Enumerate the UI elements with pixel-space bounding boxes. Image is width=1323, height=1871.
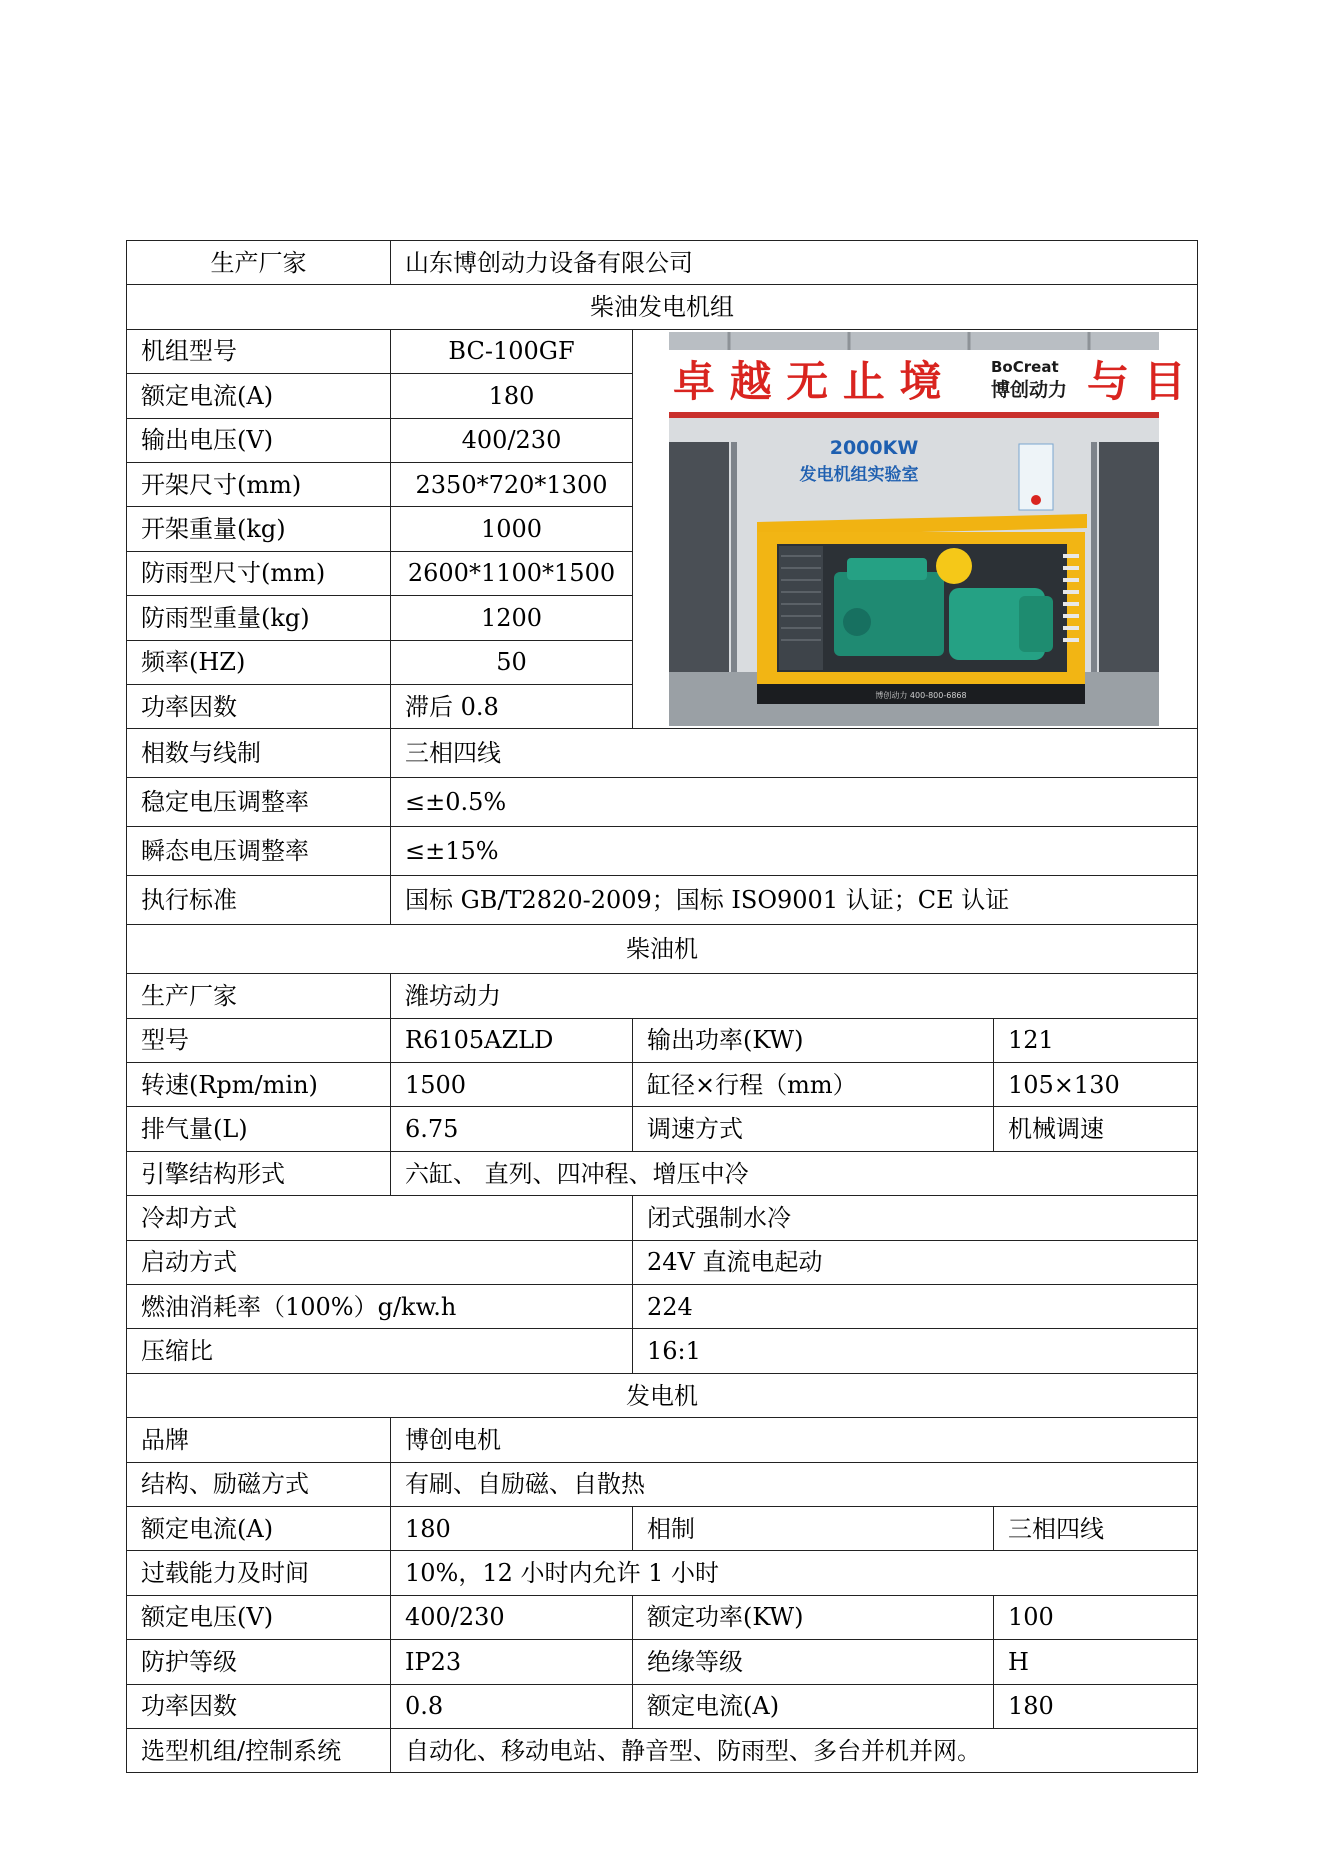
spec-label: 生产厂家 [127,974,391,1018]
banner-brand-cn: 博创动力 [991,378,1068,401]
banner-brand-en: BoCreat [991,357,1059,376]
lab-sign-title: 发电机组实验室 [799,464,919,485]
alternator-quad-row [127,1684,1198,1728]
engine-quad-row [127,1063,1198,1107]
spec-value: 自动化、移动电站、静音型、防雨型、多台并机并网。 [391,1728,1198,1772]
engine-structure-row [127,1151,1198,1195]
spec-value: 2350*720*1300 [391,462,633,506]
spec-label: 缸径×行程（mm） [633,1063,994,1107]
spec-value: 1000 [391,507,633,551]
engine-quad-row [127,1018,1198,1062]
spec-label: 冷却方式 [127,1196,633,1240]
spec-label: 相数与线制 [127,729,391,778]
spec-value: 180 [994,1684,1198,1728]
manufacturer-value: 山东博创动力设备有限公司 [391,241,1198,285]
spec-value: 400/230 [391,418,633,462]
spec-value: 三相四线 [994,1506,1198,1550]
spec-label: 转速(Rpm/min) [127,1063,391,1107]
spec-value: 10%，12 小时内允许 1 小时 [391,1551,1198,1595]
alternator-quad-row [127,1640,1198,1684]
engine-half-row [127,1196,1198,1240]
spec-value: 滞后 0.8 [391,684,633,728]
engine-half-row [127,1285,1198,1329]
alternator-quad-row [127,1595,1198,1639]
section-title-alternator: 发电机 [127,1373,1198,1417]
spec-label: 稳定电压调整率 [127,778,391,827]
spec-label: 瞬态电压调整率 [127,827,391,876]
spec-label: 引擎结构形式 [127,1151,391,1195]
spec-value: 博创电机 [391,1418,1198,1462]
genset-photo-image [669,332,1186,726]
spec-value: 16:1 [633,1329,1198,1373]
spec-label: 额定功率(KW) [633,1595,994,1639]
spec-value: H [994,1640,1198,1684]
genset-wide-row [127,827,1198,876]
genset-wide-row [127,778,1198,827]
spec-label: 品牌 [127,1418,391,1462]
spec-value: 105×130 [994,1063,1198,1107]
spec-value: 121 [994,1018,1198,1062]
spec-label: 防雨型重量(kg) [127,596,391,640]
spec-value: 潍坊动力 [391,974,1198,1018]
section-title-genset: 柴油发电机组 [127,285,1198,329]
manufacturer-label: 生产厂家 [127,241,391,285]
section-engine [127,925,1198,974]
spec-value: 闭式强制水冷 [633,1196,1198,1240]
genset-photo [669,332,1186,726]
spec-label: 绝缘等级 [633,1640,994,1684]
spec-label: 调速方式 [633,1107,994,1151]
spec-value: 机械调速 [994,1107,1198,1151]
spec-label: 输出功率(KW) [633,1018,994,1062]
spec-label: 结构、励磁方式 [127,1462,391,1506]
spec-value: R6105AZLD [391,1018,633,1062]
spec-value: ≤±15% [391,827,1198,876]
spec-label: 压缩比 [127,1329,633,1373]
spec-value: 6.75 [391,1107,633,1151]
banner-slogan: 卓 越 无 止 境 [673,356,942,406]
genset-plate-text: 博创动力 400-800-6868 [875,690,967,700]
section-alternator [127,1373,1198,1417]
engine-quad-row [127,1107,1198,1151]
alternator-options-row [127,1728,1198,1772]
spec-value: 180 [391,1506,633,1550]
manufacturer-row [127,241,1198,285]
spec-label: 频率(HZ) [127,640,391,684]
spec-label: 防护等级 [127,1640,391,1684]
banner-tail: 与 目 [1087,356,1186,406]
alternator-excitation-row [127,1462,1198,1506]
genset-photo-cell [633,329,1198,729]
spec-label: 开架尺寸(mm) [127,462,391,506]
engine-half-row [127,1329,1198,1373]
spec-value: 224 [633,1285,1198,1329]
engine-maker-row [127,974,1198,1018]
spec-label: 燃油消耗率（100%）g/kw.h [127,1285,633,1329]
spec-value: ≤±0.5% [391,778,1198,827]
spec-label: 额定电流(A) [127,374,391,418]
alternator-overload-row [127,1551,1198,1595]
spec-label: 机组型号 [127,329,391,373]
spec-label: 开架重量(kg) [127,507,391,551]
genset-wide-row [127,876,1198,925]
spec-label: 额定电流(A) [633,1684,994,1728]
alternator-quad-row [127,1506,1198,1550]
spec-label: 防雨型尺寸(mm) [127,551,391,595]
spec-label: 执行标准 [127,876,391,925]
spec-value: 2600*1100*1500 [391,551,633,595]
spec-value: 100 [994,1595,1198,1639]
spec-label: 选型机组/控制系统 [127,1728,391,1772]
spec-value: 50 [391,640,633,684]
spec-value: 1200 [391,596,633,640]
spec-value: IP23 [391,1640,633,1684]
spec-value: 180 [391,374,633,418]
section-title-engine: 柴油机 [127,925,1198,974]
spec-label: 额定电压(V) [127,1595,391,1639]
spec-label: 过载能力及时间 [127,1551,391,1595]
spec-label: 额定电流(A) [127,1506,391,1550]
spec-label: 排气量(L) [127,1107,391,1151]
alternator-brand-row [127,1418,1198,1462]
lab-sign-power: 2000KW [829,436,919,459]
spec-value: 24V 直流电起动 [633,1240,1198,1284]
spec-label: 型号 [127,1018,391,1062]
genset-wide-row [127,729,1198,778]
spec-value: 国标 GB/T2820-2009；国标 ISO9001 认证；CE 认证 [391,876,1198,925]
spec-value: 1500 [391,1063,633,1107]
spec-label: 输出电压(V) [127,418,391,462]
spec-value: BC-100GF [391,329,633,373]
spec-value: 400/230 [391,1595,633,1639]
spec-label: 相制 [633,1506,994,1550]
spec-value: 有刷、自励磁、自散热 [391,1462,1198,1506]
genset-spec-row [127,329,1198,373]
spec-value: 六缸、 直列、四冲程、增压中冷 [391,1151,1198,1195]
spec-label: 功率因数 [127,1684,391,1728]
engine-half-row [127,1240,1198,1284]
spec-value: 三相四线 [391,729,1198,778]
spec-table [126,240,1198,1773]
spec-label: 启动方式 [127,1240,633,1284]
spec-label: 功率因数 [127,684,391,728]
section-genset [127,285,1198,329]
spec-value: 0.8 [391,1684,633,1728]
